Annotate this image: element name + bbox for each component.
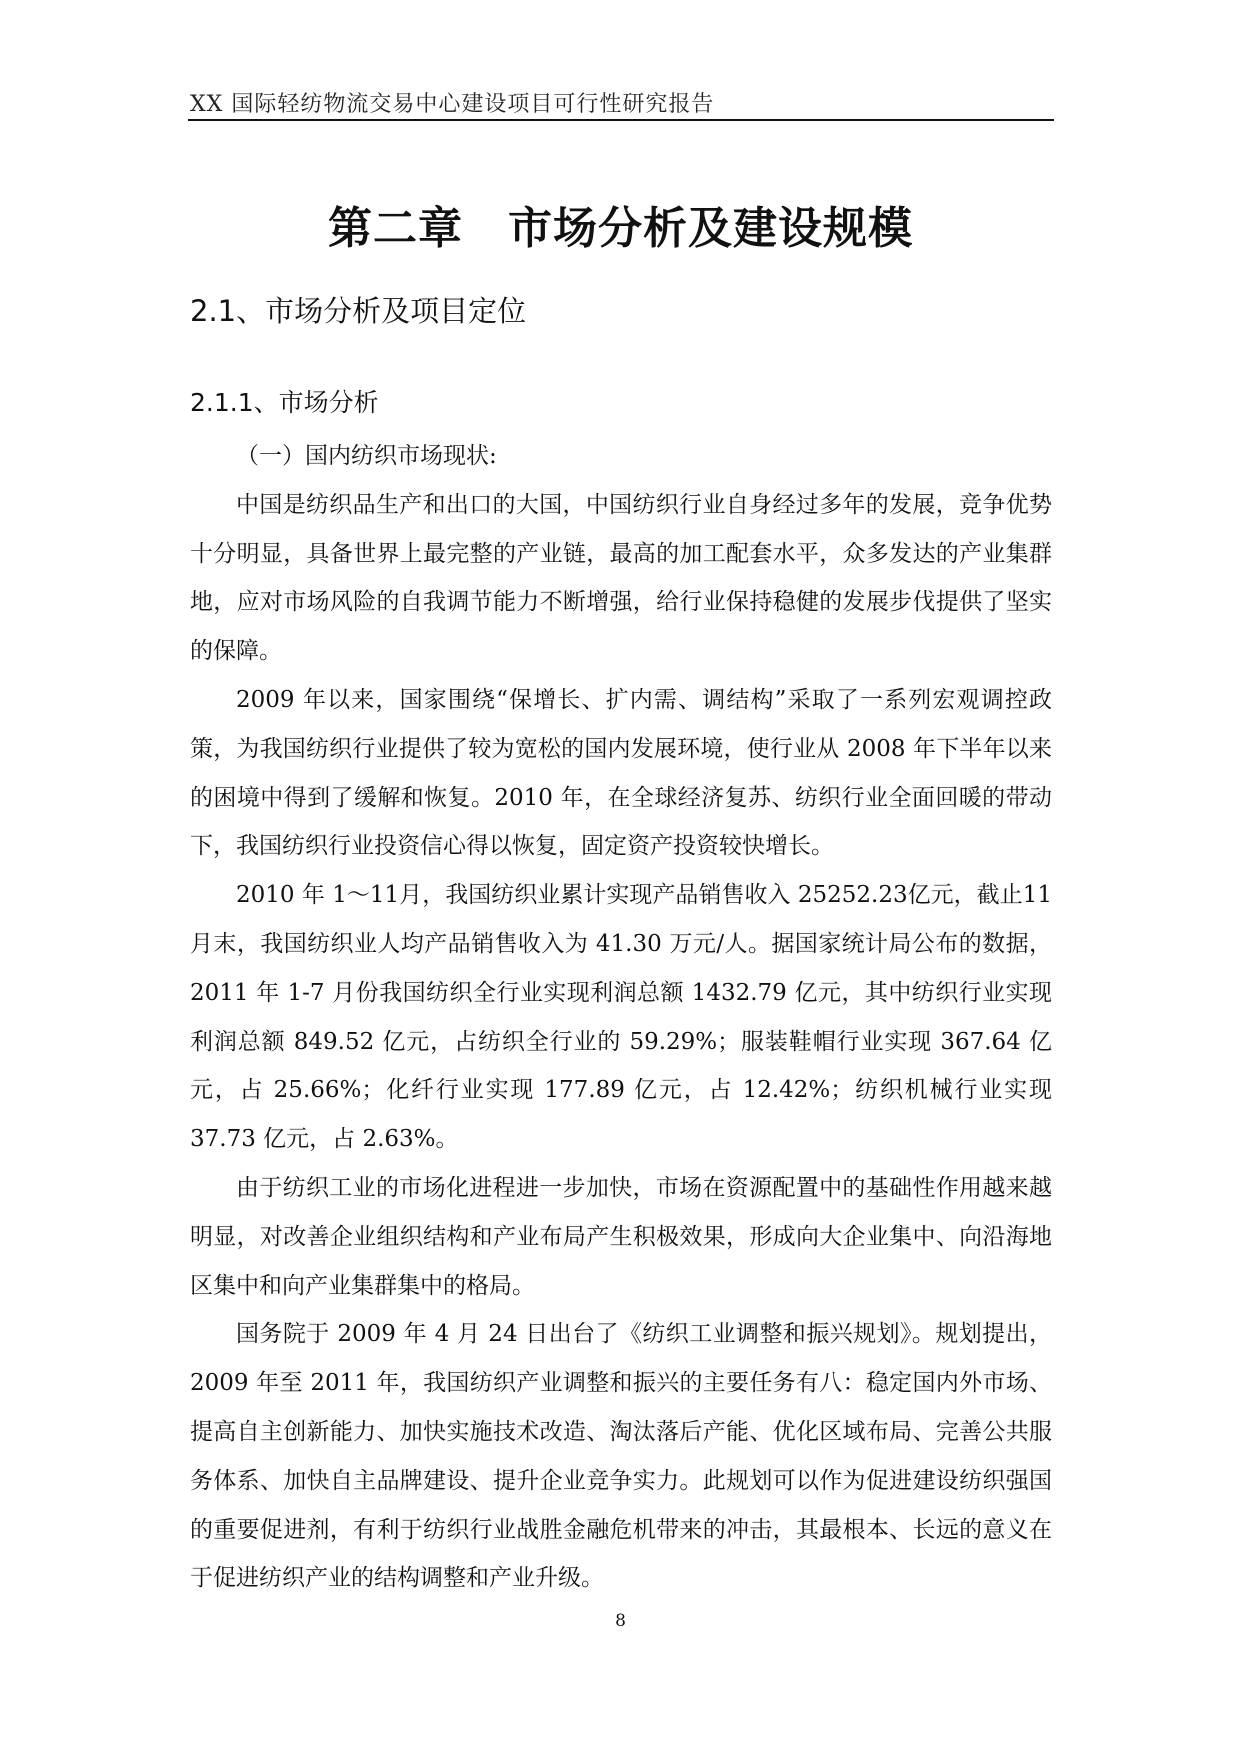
paragraph: 2010 年 1～11月，我国纺织业累计实现产品销售收入 25252.23亿元，截止11月末，我国纺织业人均产品销售收入为 41.30 万元/人。据国家统计局公布的数据， 2011 年 1-7 月份我国纺织全行业实现利润总额 1432.79 亿元，其中纺织行业实现利润总额 849.52 亿元，占纺织全行业的 59.29%；服装鞋帽行业实现 367.64 亿元，占 25.66%；化纤行业实现 177.89 亿元，占 12.42%；纺织机械行业实现 37.73 亿元，占 2.63%。 — [190, 882, 1052, 1153]
paragraph: 由于纺织工业的市场化进程进一步加快，市场在资源配置中的基础性作用越来越明显，对改善企业组织结构和产业布局产生积极效果，形成向大企业集中、向沿海地区集中和向产业集群集中的格局。 — [190, 1174, 1052, 1299]
content-subheading: （一）国内纺织市场现状: — [236, 443, 497, 469]
paragraph: 中国是纺织品生产和出口的大国，中国纺织行业自身经过多年的发展，竞争优势十分明显，具备世界上最完整的产业链，最高的加工配套水平，众多发达的产业集群地，应对市场风险的自我调节能力不断增强，给行业保持稳健的发展步伐提供了坚实的保障。 — [190, 491, 1052, 665]
subsection-heading: 2.1.1、市场分析 — [190, 388, 379, 417]
body-text — [190, 432, 1052, 1603]
page-number: 8 — [615, 1611, 626, 1631]
paragraph: 国务院于 2009 年 4 月 24 日出台了《纺织工业调整和振兴规划》。规划提出，2009 年至 2011 年，我国纺织产业调整和振兴的主要任务有八：稳定国内外市场、提高自主创新能力、加快实施技术改造、淘汰落后产能、优化区域布局、完善公共服务体系、加快自主品牌建设、提升企业竞争实力。此规划可以作为促进建设纺织强国的重要促进剂，有利于纺织行业战胜金融危机带来的冲击，其最根本、长远的意义在于促进纺织产业的结构调整和产业升级。 — [190, 1321, 1052, 1592]
section-heading: 2.1、市场分析及项目定位 — [190, 294, 527, 328]
paragraph: 2009 年以来，国家围绕“保增长、扩内需、调结构”采取了一系列宏观调控政策，为我国纺织行业提供了较为宽松的国内发展环境，使行业从 2008 年下半年以来的困境中得到了缓解和恢复。2010 年，在全球经济复苏、纺织行业全面回暖的带动下，我国纺织行业投资信心得以恢复，固定资产投资较快增长。 — [190, 686, 1052, 860]
chapter-title: 第二章 市场分析及建设规模 — [328, 203, 913, 254]
header-rule — [188, 119, 1054, 121]
running-header: XX 国际轻纺物流交易中心建设项目可行性研究报告 — [190, 92, 715, 117]
